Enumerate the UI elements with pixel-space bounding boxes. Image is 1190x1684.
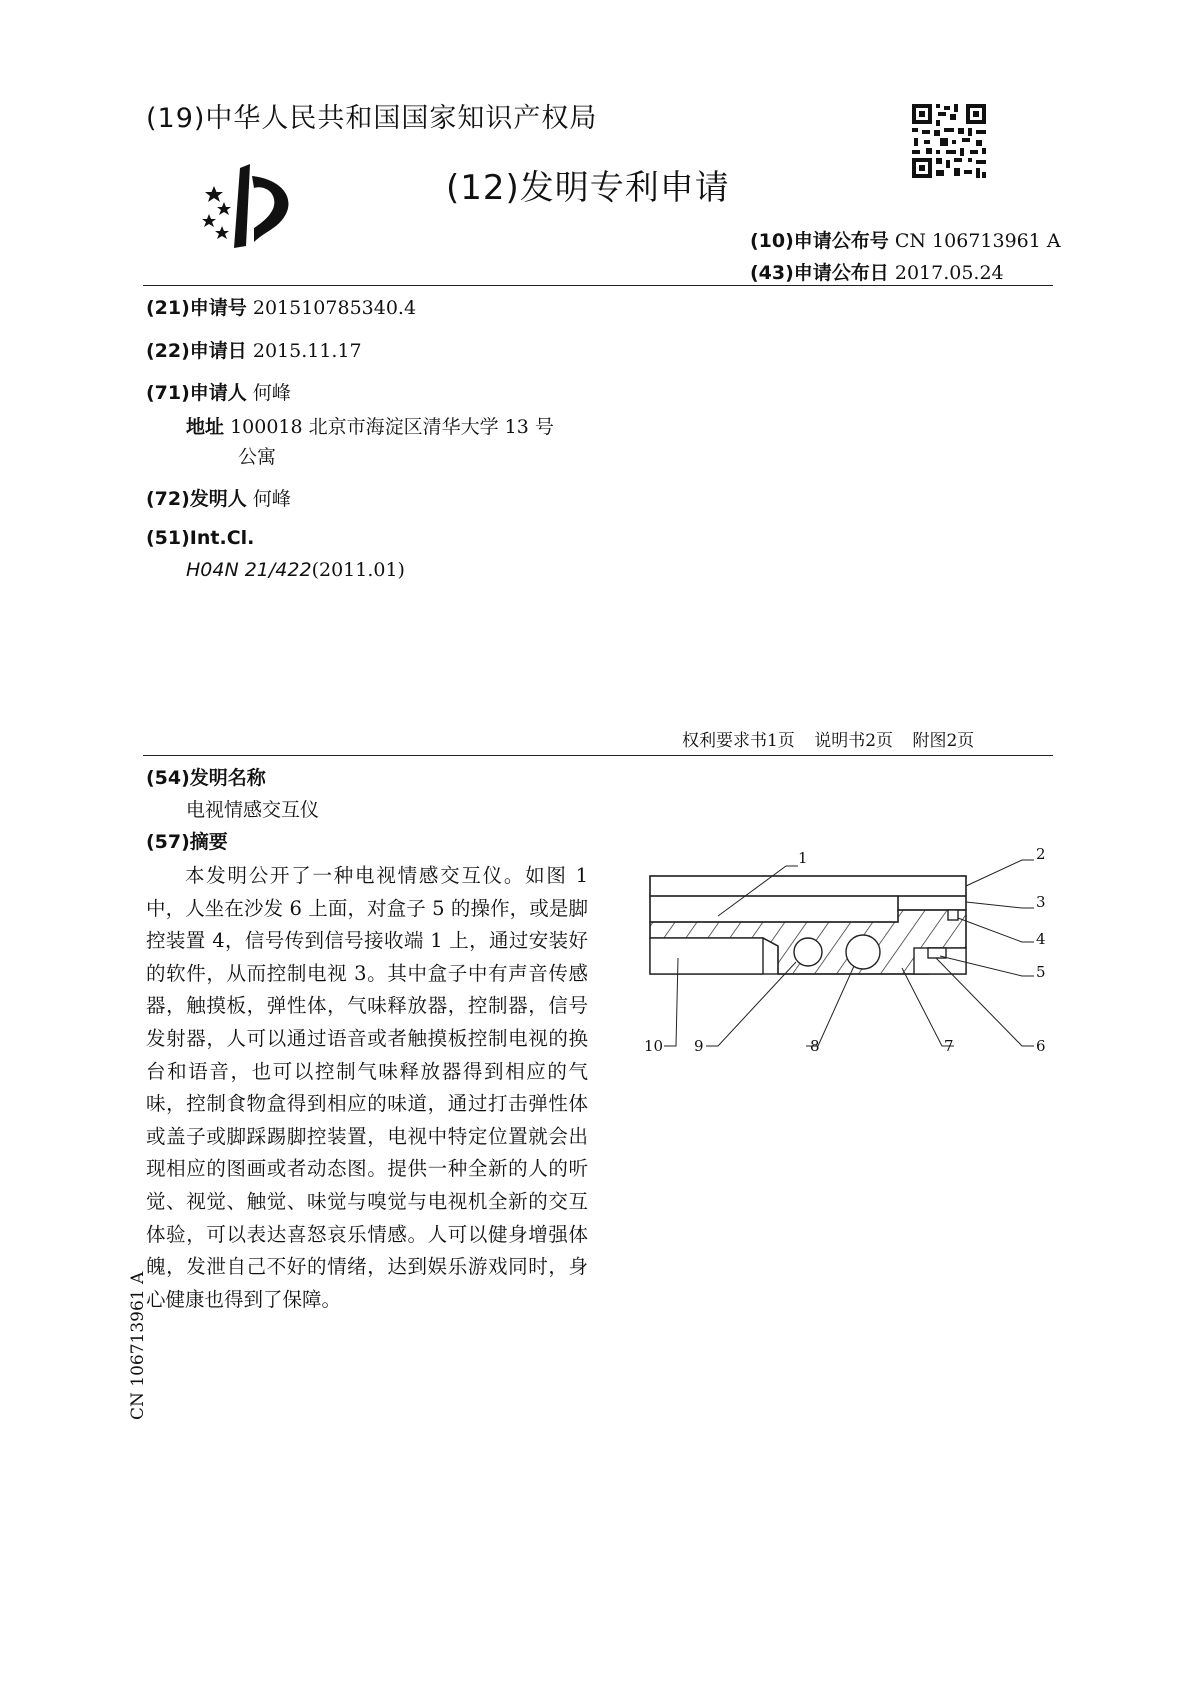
component-4 — [948, 910, 958, 920]
ipc-code: H04N 21/422 — [186, 559, 312, 581]
address — [186, 412, 554, 439]
address-line1: 100018 北京市海淀区清华大学 13 号 — [230, 416, 554, 438]
app-no-label: (21)申请号 — [146, 297, 247, 319]
star-icon — [215, 226, 229, 239]
receiver-panel — [650, 896, 898, 922]
inventor-label: (72)发明人 — [146, 488, 247, 510]
pub-date-value: 2017.05.24 — [894, 262, 1004, 284]
figure-label: 5 — [1036, 963, 1046, 981]
figure-label: 1 — [798, 849, 808, 867]
inventor-value: 何峰 — [252, 488, 291, 510]
ipc-classification — [186, 559, 405, 581]
int-cl-label: (51)Int.Cl. — [146, 527, 255, 549]
applicant-value: 何峰 — [252, 382, 291, 404]
filing-date-label: (22)申请日 — [146, 340, 247, 362]
abstract-label-text: (57)摘要 — [146, 831, 228, 853]
document-type: (12)发明专利申请 — [446, 168, 730, 208]
application-number — [146, 293, 416, 320]
figure-label: 7 — [944, 1037, 954, 1055]
top-panel — [650, 876, 966, 896]
applicant-label: (71)申请人 — [146, 382, 247, 404]
filing-date-value: 2015.11.17 — [252, 340, 362, 362]
app-no-value: 201510785340.4 — [252, 297, 417, 319]
invention-title-label — [146, 763, 266, 790]
cnipa-emblem-icon — [196, 162, 306, 252]
tv-panel — [898, 896, 966, 910]
pub-no-label: (10)申请公布号 — [750, 230, 889, 252]
box-compartment — [650, 938, 763, 974]
figure-label: 2 — [1036, 846, 1046, 863]
invention-title: 电视情感交互仪 — [186, 799, 320, 821]
figure-label: 4 — [1036, 930, 1046, 948]
star-icon — [202, 214, 216, 227]
address-line2: 公寓 — [238, 446, 277, 468]
qr-code-icon — [910, 102, 988, 180]
figure-label: 3 — [1036, 893, 1046, 911]
star-icon — [205, 186, 223, 202]
pub-date-label: (43)申请公布日 — [750, 262, 889, 284]
title-label-text: (54)发明名称 — [146, 767, 266, 789]
inventor — [146, 484, 291, 511]
publication-date — [750, 258, 1004, 285]
applicant — [146, 378, 291, 405]
header-divider — [143, 285, 1053, 286]
address-label: 地址 — [186, 416, 225, 438]
abstract-text: 本发明公开了一种电视情感交互仪。如图 1 中，人坐在沙发 6 上面，对盒子 5 的操作，或是脚控装置 4，信号传到信号接收端 1 上，通过安装好的软件，从而控制电视 3。其中盒子中有声音传感器，触摸板，弹性体，气味释放器，控制器，信号发射器，人可以通过语音或者触摸板控制电视的换台和语音，也可以控制气味释放器得到相应的气味，控制食物盒得到相应的味道，通过打击弹性体或盖子或脚踩踢脚控装置，电视中特定位置就会出现相应的图画或者动态图。提供一种全新的人的听觉、视觉、触觉、味觉与嗅觉与电视机全新的交互体验，可以表达喜怒哀乐情感。人可以健身增强体魄，发泄自己不好的情绪，达到娱乐游戏同时，身心健康也得到了保障。 — [146, 864, 588, 1311]
star-icon — [217, 202, 231, 215]
side-publication-code: CN 106713961 A — [128, 1271, 148, 1420]
sphere-8 — [846, 935, 880, 969]
office-name: (19)中华人民共和国国家知识产权局 — [146, 103, 598, 134]
abstract-divider — [143, 755, 1053, 756]
figure-label: 8 — [810, 1037, 820, 1055]
abstract-figure — [618, 846, 1068, 1066]
pub-no-value: CN 106713961 A — [894, 230, 1061, 252]
abstract-label — [146, 827, 228, 854]
ipc-version: (2011.01) — [311, 559, 405, 581]
filing-date — [146, 336, 362, 363]
publication-number — [750, 226, 1061, 253]
figure-label: 9 — [694, 1037, 704, 1055]
sphere-9 — [794, 938, 822, 966]
figure-label: 6 — [1036, 1037, 1046, 1055]
page-count-info: 权利要求书1页 说明书2页 附图2页 — [682, 731, 975, 751]
figure-label: 10 — [644, 1037, 664, 1055]
